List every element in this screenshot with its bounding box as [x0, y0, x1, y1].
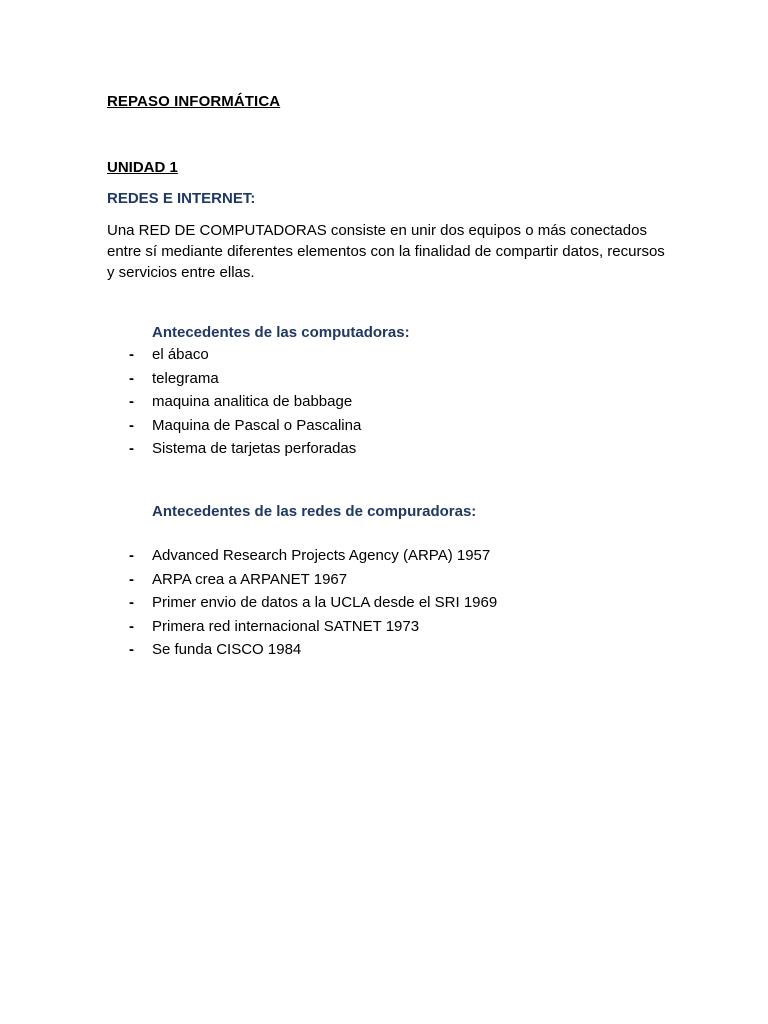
networks-history-heading: Antecedentes de las redes de compuradoras: [152, 503, 477, 520]
bullet-dash: - [129, 416, 134, 434]
list-item-text: Primera red internacional SATNET 1973 [152, 617, 420, 635]
document-title: REPASO INFORMÁTICA [107, 93, 281, 110]
computers-history-heading: Antecedentes de las computadoras: [152, 324, 410, 341]
list-item [107, 546, 497, 570]
list-item-text: Se funda CISCO 1984 [152, 641, 302, 659]
list-item-text: Advanced Research Projects Agency (ARPA) 1957 [152, 547, 491, 564]
list-item-text: maquina analitica de babbage [152, 393, 353, 411]
list-item [107, 617, 497, 641]
bullet-dash: - [129, 547, 134, 564]
list-item-text: Primer envio de datos a la UCLA desde el SRI 1969 [152, 594, 498, 612]
list-item-text: ARPA crea a ARPANET 1967 [152, 570, 348, 588]
bullet-dash: - [129, 594, 134, 612]
list-item-text: telegrama [152, 369, 219, 387]
list-item-text: Sistema de tarjetas perforadas [152, 440, 357, 458]
list-item [107, 369, 361, 393]
list-item [107, 439, 361, 463]
list-item [107, 593, 497, 617]
definition-paragraph: Una RED DE COMPUTADORAS consiste en unir dos equipos o más conectados entre sí mediante diferentes elementos con la finalidad de compartir datos, recursos y servicios entre ellas. [107, 222, 665, 281]
list-item [107, 416, 361, 440]
list-item-text: Maquina de Pascal o Pascalina [152, 416, 362, 434]
networks-history-list [107, 546, 497, 664]
bullet-dash: - [129, 369, 134, 387]
computers-history-list [107, 345, 361, 463]
list-item-text: el ábaco [152, 346, 209, 363]
bullet-dash: - [129, 617, 134, 635]
unit-title: UNIDAD 1 [107, 159, 178, 176]
list-item [107, 570, 497, 594]
bullet-dash: - [129, 570, 134, 588]
list-item [107, 640, 497, 664]
bullet-dash: - [129, 346, 134, 363]
list-item [107, 345, 361, 369]
section-heading: REDES E INTERNET: [107, 190, 256, 207]
bullet-dash: - [129, 641, 134, 659]
bullet-dash: - [129, 440, 134, 458]
bullet-dash: - [129, 393, 134, 411]
list-item [107, 392, 361, 416]
